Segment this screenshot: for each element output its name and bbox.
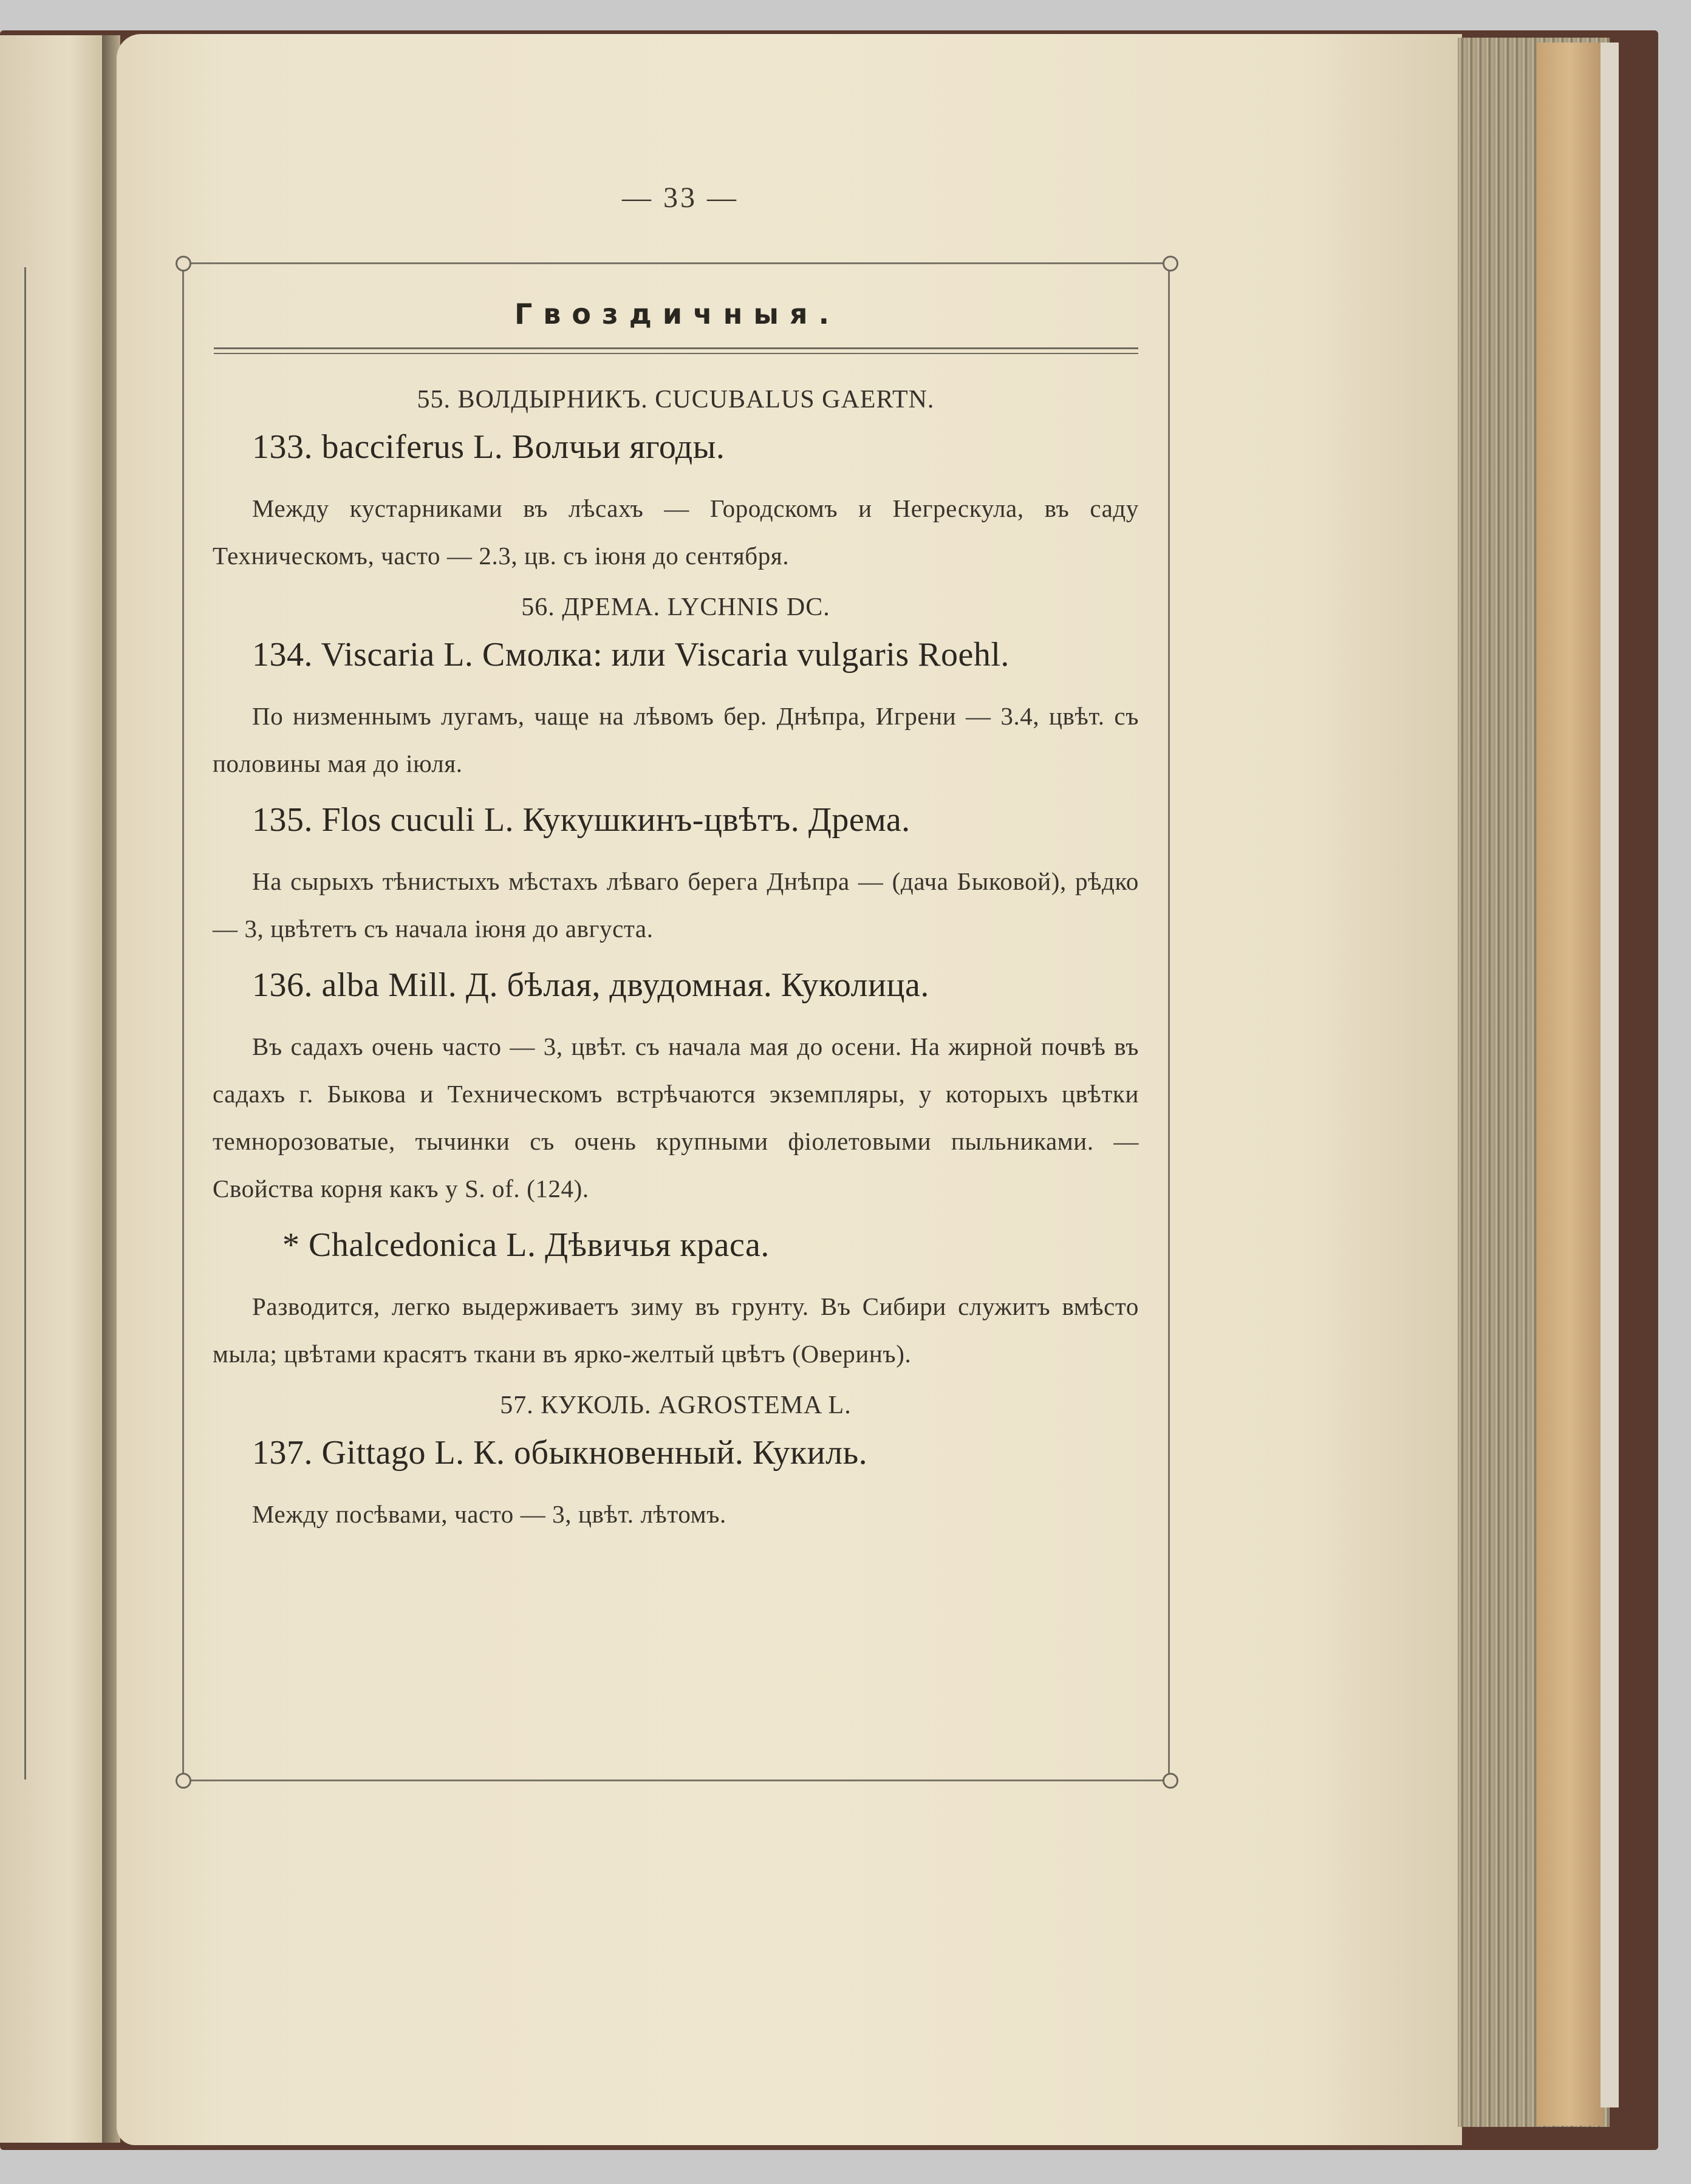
frame-corner-ornament	[176, 1773, 191, 1789]
genus-heading: 57. КУКОЛЬ. AGROSTEMA L.	[500, 1391, 852, 1419]
species-entry: 133. bacciferus L. Волчьи ягоды.	[252, 428, 725, 466]
frame-corner-ornament	[176, 256, 191, 271]
genus-heading: 56. ДРЕМА. LYCHNIS DC.	[521, 593, 830, 621]
page-body	[213, 377, 1139, 1551]
species-description: По низменнымъ лугамъ, чаще на лѣвомъ бер. Днѣпра, Игрени — 3.4, цвѣт. съ половины мая до іюля.	[213, 702, 1139, 777]
species-entry: 135. Flos cuculi L. Кукушкинъ-цвѣтъ. Дрема.	[252, 801, 910, 839]
species-entry: * Chalcedonica L. Дѣвичья краса.	[282, 1226, 770, 1264]
page-fore-edge-paper	[1600, 43, 1619, 2107]
title-double-rule	[214, 347, 1138, 354]
frame-corner-ornament	[1163, 256, 1178, 271]
page-number: — 33 —	[622, 182, 739, 214]
species-description: На сырыхъ тѣнистыхъ мѣстахъ лѣваго берега Днѣпра — (дача Быковой), рѣдко — 3, цвѣтетъ съ начала іюня до августа.	[213, 867, 1139, 943]
species-entry: 137. Gittago L. К. обыкновенный. Кукиль.	[252, 1434, 868, 1472]
species-description: Между посѣвами, часто — 3, цвѣт. лѣтомъ.	[252, 1500, 726, 1528]
genus-heading: 55. ВОЛДЫРНИКЪ. CUCUBALUS GAERTN.	[417, 386, 935, 414]
species-description: Разводится, легко выдерживаетъ зиму въ грунту. Въ Сибири служитъ вмѣсто мыла; цвѣтами красятъ ткани въ ярко-желтый цвѣтъ (Оверинъ).	[213, 1292, 1139, 1368]
frame-corner-ornament	[1163, 1773, 1178, 1789]
genus-section	[213, 1391, 1139, 1538]
species-description: Между кустарниками въ лѣсахъ — Городскомъ и Негрескула, въ саду Техническомъ, часто — 2.3, цв. съ іюня до сентября.	[213, 494, 1139, 570]
page-fore-edge-tan	[1537, 43, 1604, 2126]
species-entry: 136. alba Mill. Д. бѣлая, двудомная. Куколица.	[252, 966, 929, 1004]
left-page-frame-rule	[0, 267, 26, 1780]
genus-section	[213, 593, 1139, 1377]
species-description: Въ садахъ очень часто — 3, цвѣт. съ начала мая до осени. На жирной почвѣ въ садахъ г. Быкова и Техническомъ встрѣчаются экземпляры, у которыхъ цвѣтки темнорозоватые, тычинки съ очень крупными фіолетовыми пыльниками. — Свойства корня какъ у S. of. (124).	[213, 1032, 1139, 1203]
frame-top-rule	[182, 262, 1170, 264]
genus-section	[213, 385, 1139, 579]
frame-bottom-rule	[182, 1780, 1170, 1781]
family-title: Гвоздичныя.	[514, 298, 841, 330]
species-entry: 134. Viscaria L. Смолка: или Viscaria vulgaris Roehl.	[252, 636, 1009, 674]
